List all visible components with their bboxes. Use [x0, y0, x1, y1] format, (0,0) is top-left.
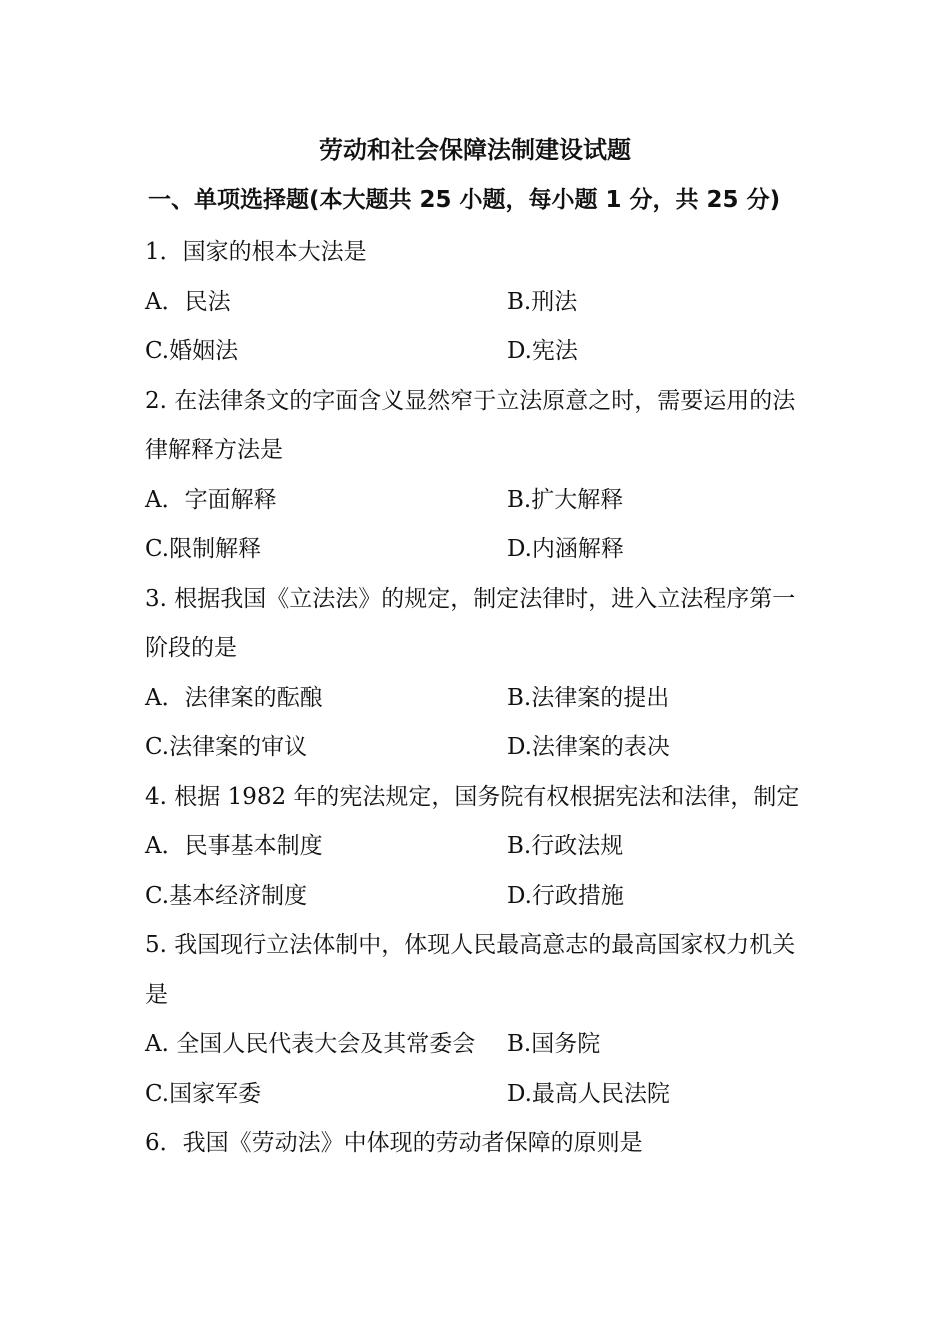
- option-a: A．字面解释: [145, 486, 277, 513]
- option-a: A. 全国人民代表大会及其常委会: [145, 1031, 476, 1057]
- option-c: C.国家军委: [145, 1080, 262, 1107]
- option-d: D.内涵解释: [507, 536, 624, 562]
- option-b: B.法律案的提出: [507, 684, 670, 711]
- question-stem: 1．国家的根本大法是: [145, 239, 367, 265]
- question-stem: 5. 我国现行立法体制中，体现人民最高意志的最高国家权力机关是: [145, 932, 796, 1008]
- option-row: [145, 1070, 810, 1120]
- question-stem: 2. 在法律条文的字面含义显然窄于立法原意之时，需要运用的法律解释方法是: [145, 387, 796, 463]
- option-a: A．民事基本制度: [145, 833, 323, 859]
- option-a: A．法律案的酝酿: [145, 684, 323, 711]
- option-b: B.行政法规: [507, 833, 624, 859]
- option-row: [145, 476, 810, 526]
- option-d: D.最高人民法院: [507, 1080, 670, 1107]
- option-d: D.法律案的表决: [507, 734, 670, 760]
- option-row: [145, 525, 810, 575]
- question-3: [145, 575, 810, 773]
- question-stem: 6．我国《劳动法》中体现的劳动者保障的原则是: [145, 1130, 643, 1156]
- question-stem: 3. 根据我国《立法法》的规定，制定法律时，进入立法程序第一阶段的是: [145, 585, 796, 661]
- option-c: C.法律案的审议: [145, 734, 308, 760]
- section-heading: 一、单项选择题(本大题共 25 小题，每小题 1 分，共 25 分): [148, 187, 781, 213]
- option-c: C.限制解释: [145, 536, 262, 562]
- question-list: [145, 228, 810, 1169]
- option-a: A．民法: [145, 288, 231, 315]
- option-d: D.行政措施: [507, 882, 624, 909]
- option-c: C.基本经济制度: [145, 882, 308, 909]
- option-row: [145, 674, 810, 724]
- option-row: [145, 822, 810, 872]
- option-row: [145, 872, 810, 922]
- option-c: C.婚姻法: [145, 338, 239, 364]
- option-b: B.刑法: [507, 288, 578, 315]
- option-row: [145, 278, 810, 328]
- question-1: [145, 228, 810, 377]
- option-row: [145, 327, 810, 377]
- question-5: [145, 921, 810, 1119]
- question-stem: 4. 根据 1982 年的宪法规定，国务院有权根据宪法和法律，制定: [145, 783, 800, 810]
- option-row: [145, 1020, 810, 1070]
- question-2: [145, 377, 810, 575]
- question-4: [145, 773, 810, 922]
- option-row: [145, 723, 810, 773]
- option-d: D.宪法: [507, 338, 578, 364]
- document-title: 劳动和社会保障法制建设试题: [319, 136, 631, 164]
- option-b: B.扩大解释: [507, 486, 624, 513]
- option-b: B.国务院: [507, 1031, 601, 1057]
- question-6: [145, 1119, 810, 1169]
